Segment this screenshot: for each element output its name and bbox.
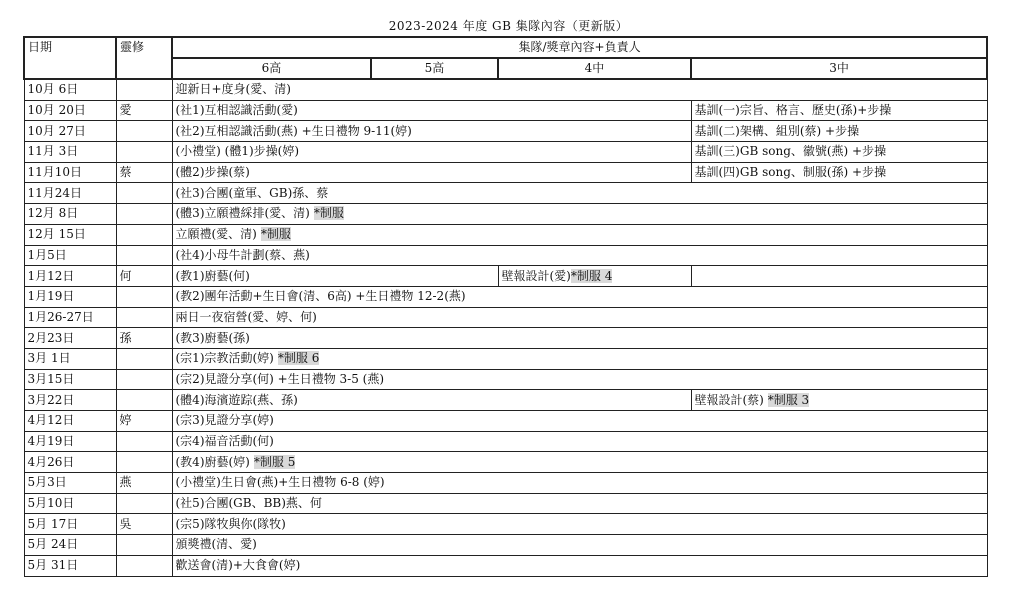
row-date: 4月26日 <box>24 452 116 473</box>
schedule-body <box>24 79 987 576</box>
row-devotion <box>116 431 172 452</box>
row-date: 10月 20日 <box>24 100 116 121</box>
page-title: 2023-2024 年度 GB 集隊內容（更新版） <box>388 19 629 33</box>
row-date: 11月10日 <box>24 162 116 183</box>
row-main-text: (宗5)隊牧與你(隊牧) <box>175 516 286 531</box>
row-devotion <box>116 307 172 328</box>
row-date: 1月5日 <box>24 245 116 266</box>
group-5-high: 5高 <box>371 58 498 79</box>
row-main <box>172 307 987 328</box>
uniform-badge: *制服 5 <box>253 454 296 469</box>
table-row <box>24 431 987 452</box>
row-main <box>172 431 987 452</box>
row-main <box>172 555 987 576</box>
row-devotion <box>116 369 172 390</box>
poster-text: 壁報設計(愛) <box>501 268 571 283</box>
row-main <box>172 224 987 245</box>
row-main <box>172 514 987 535</box>
row-main-text: (社4)小母牛計劃(蔡、燕) <box>175 247 310 262</box>
row-main <box>172 100 691 121</box>
row-date: 3月 1日 <box>24 348 116 369</box>
table-row <box>24 142 987 163</box>
row-main-text: (教4)廚藝(婷) <box>175 454 250 469</box>
row-date: 4月12日 <box>24 411 116 432</box>
row-date: 12月 15日 <box>24 224 116 245</box>
row-date: 5月 31日 <box>24 555 116 576</box>
row-devotion <box>116 79 172 100</box>
row-main-text: (宗4)福音活動(何) <box>175 434 274 449</box>
row-3c <box>691 162 987 183</box>
row-main-text: (社2)互相認識活動(燕) +生日禮物 9-11(婷) <box>175 123 412 138</box>
row-4c <box>498 266 691 287</box>
row-main-text: (社5)合團(GB、BB)燕、何 <box>175 496 322 511</box>
row-main: (教1)廚藝(何) <box>172 266 498 287</box>
row-3c <box>691 390 987 411</box>
row-3c-text: 基訓(四)GB song、制服(孫) +步操 <box>694 165 887 180</box>
row-main <box>172 535 987 556</box>
table-row <box>24 473 987 494</box>
row-main <box>172 183 987 204</box>
row-main-text: 兩日一夜宿營(愛、婷、何) <box>175 309 317 324</box>
table-row <box>24 204 987 225</box>
row-date: 2月23日 <box>24 328 116 349</box>
header-devotion: 靈修 <box>116 37 172 79</box>
row-date: 11月24日 <box>24 183 116 204</box>
table-row <box>24 79 987 100</box>
row-devotion: 何 <box>116 266 172 287</box>
header-date: 日期 <box>24 37 116 79</box>
row-main-text: 頒獎禮(清、愛) <box>175 537 257 552</box>
row-main-text: (宗1)宗教活動(婷) <box>175 351 274 366</box>
uniform-badge: *制服 <box>313 206 344 221</box>
row-main-text: (小禮堂)生日會(燕)+生日禮物 6-8 (婷) <box>175 475 385 490</box>
table-row <box>24 555 987 576</box>
row-main-text: (教2)團年活動+生日會(清、6高) +生日禮物 12-2(燕) <box>175 289 466 304</box>
row-devotion: 吳 <box>116 514 172 535</box>
row-devotion: 孫 <box>116 328 172 349</box>
row-date: 1月12日 <box>24 266 116 287</box>
row-main-text: 歡送會(清)+大食會(婷) <box>175 558 301 573</box>
row-devotion <box>116 535 172 556</box>
row-date: 11月 3日 <box>24 142 116 163</box>
group-3-mid: 3中 <box>691 58 987 79</box>
table-row <box>24 245 987 266</box>
table-row <box>24 493 987 514</box>
row-devotion: 燕 <box>116 473 172 494</box>
row-devotion <box>116 348 172 369</box>
row-3c <box>691 142 987 163</box>
row-main <box>172 369 987 390</box>
row-date: 3月22日 <box>24 390 116 411</box>
row-date: 5月10日 <box>24 493 116 514</box>
table-row <box>24 121 987 142</box>
group-6-high: 6高 <box>172 58 371 79</box>
row-devotion <box>116 183 172 204</box>
row-main <box>172 79 987 100</box>
table-row <box>24 286 987 307</box>
row-devotion <box>116 121 172 142</box>
row-devotion <box>116 224 172 245</box>
row-date: 1月19日 <box>24 286 116 307</box>
row-3c-text: 基訓(三)GB song、徽號(燕) +步操 <box>694 144 887 159</box>
row-main <box>172 390 691 411</box>
row-3c-text: 基訓(二)架構、組別(蔡) +步操 <box>694 123 860 138</box>
table-row <box>24 224 987 245</box>
uniform-badge: *制服 <box>260 227 291 242</box>
row-devotion <box>116 142 172 163</box>
row-main <box>172 452 987 473</box>
row-main-text: (小禮堂) (體1)步操(婷) <box>175 144 300 159</box>
table-row <box>24 100 987 121</box>
table-row <box>24 390 987 411</box>
row-main <box>172 328 987 349</box>
row-devotion: 蔡 <box>116 162 172 183</box>
table-row <box>24 328 987 349</box>
row-3c-text: 壁報設計(蔡) <box>694 392 768 407</box>
row-devotion <box>116 555 172 576</box>
row-date: 5月 17日 <box>24 514 116 535</box>
row-main-text: (教3)廚藝(孫) <box>175 330 250 345</box>
row-main-text: (體4)海濱遊踪(燕、孫) <box>175 392 298 407</box>
schedule-table <box>23 36 988 577</box>
row-devotion <box>116 245 172 266</box>
row-3c <box>691 121 987 142</box>
row-main <box>172 142 691 163</box>
table-row <box>24 514 987 535</box>
row-main <box>172 411 987 432</box>
row-main <box>172 493 987 514</box>
table-row <box>24 369 987 390</box>
row-main-text: 迎新日+度身(愛、清) <box>175 82 291 97</box>
row-date: 5月3日 <box>24 473 116 494</box>
table-row <box>24 411 987 432</box>
row-main-text: (社1)互相認識活動(愛) <box>175 103 298 118</box>
table-row <box>24 452 987 473</box>
row-devotion <box>116 493 172 514</box>
row-date: 10月 6日 <box>24 79 116 100</box>
row-main <box>172 286 987 307</box>
row-main-text: (體3)立願禮綵排(愛、清) <box>175 206 310 221</box>
row-main <box>172 162 691 183</box>
row-main <box>172 473 987 494</box>
row-main <box>172 204 987 225</box>
row-date: 1月26-27日 <box>24 307 116 328</box>
uniform-badge: *制服 6 <box>277 351 320 366</box>
group-4-mid: 4中 <box>498 58 691 79</box>
row-date: 10月 27日 <box>24 121 116 142</box>
table-row <box>24 307 987 328</box>
row-main-text: 立願禮(愛、清) <box>175 227 257 242</box>
row-devotion <box>116 286 172 307</box>
row-devotion <box>116 204 172 225</box>
row-devotion: 愛 <box>116 100 172 121</box>
row-3c-text: 基訓(一)宗旨、格言、歷史(孫)+步操 <box>694 103 892 118</box>
row-date: 3月15日 <box>24 369 116 390</box>
table-row <box>24 266 987 287</box>
row-main-text: (宗2)見證分享(何) +生日禮物 3-5 (燕) <box>175 371 385 386</box>
row-main-text: (社3)合團(童軍、GB)孫、蔡 <box>175 185 329 200</box>
row-main <box>172 121 691 142</box>
table-row <box>24 162 987 183</box>
row-main-text: (體2)步操(蔡) <box>175 165 250 180</box>
header-content: 集隊/獎章內容+負責人 <box>172 37 987 58</box>
row-devotion <box>116 452 172 473</box>
row-devotion: 婷 <box>116 411 172 432</box>
table-row <box>24 183 987 204</box>
row-3c <box>691 266 987 287</box>
header-row <box>24 37 987 58</box>
table-row <box>24 348 987 369</box>
row-3c <box>691 100 987 121</box>
table-row <box>24 535 987 556</box>
row-main <box>172 245 987 266</box>
uniform-badge: *制服 3 <box>767 392 810 407</box>
row-devotion <box>116 390 172 411</box>
row-date: 4月19日 <box>24 431 116 452</box>
row-main-text: (宗3)見證分享(婷) <box>175 413 274 428</box>
row-date: 12月 8日 <box>24 204 116 225</box>
row-main <box>172 348 987 369</box>
row-date: 5月 24日 <box>24 535 116 556</box>
uniform-badge: *制服 4 <box>570 268 613 283</box>
